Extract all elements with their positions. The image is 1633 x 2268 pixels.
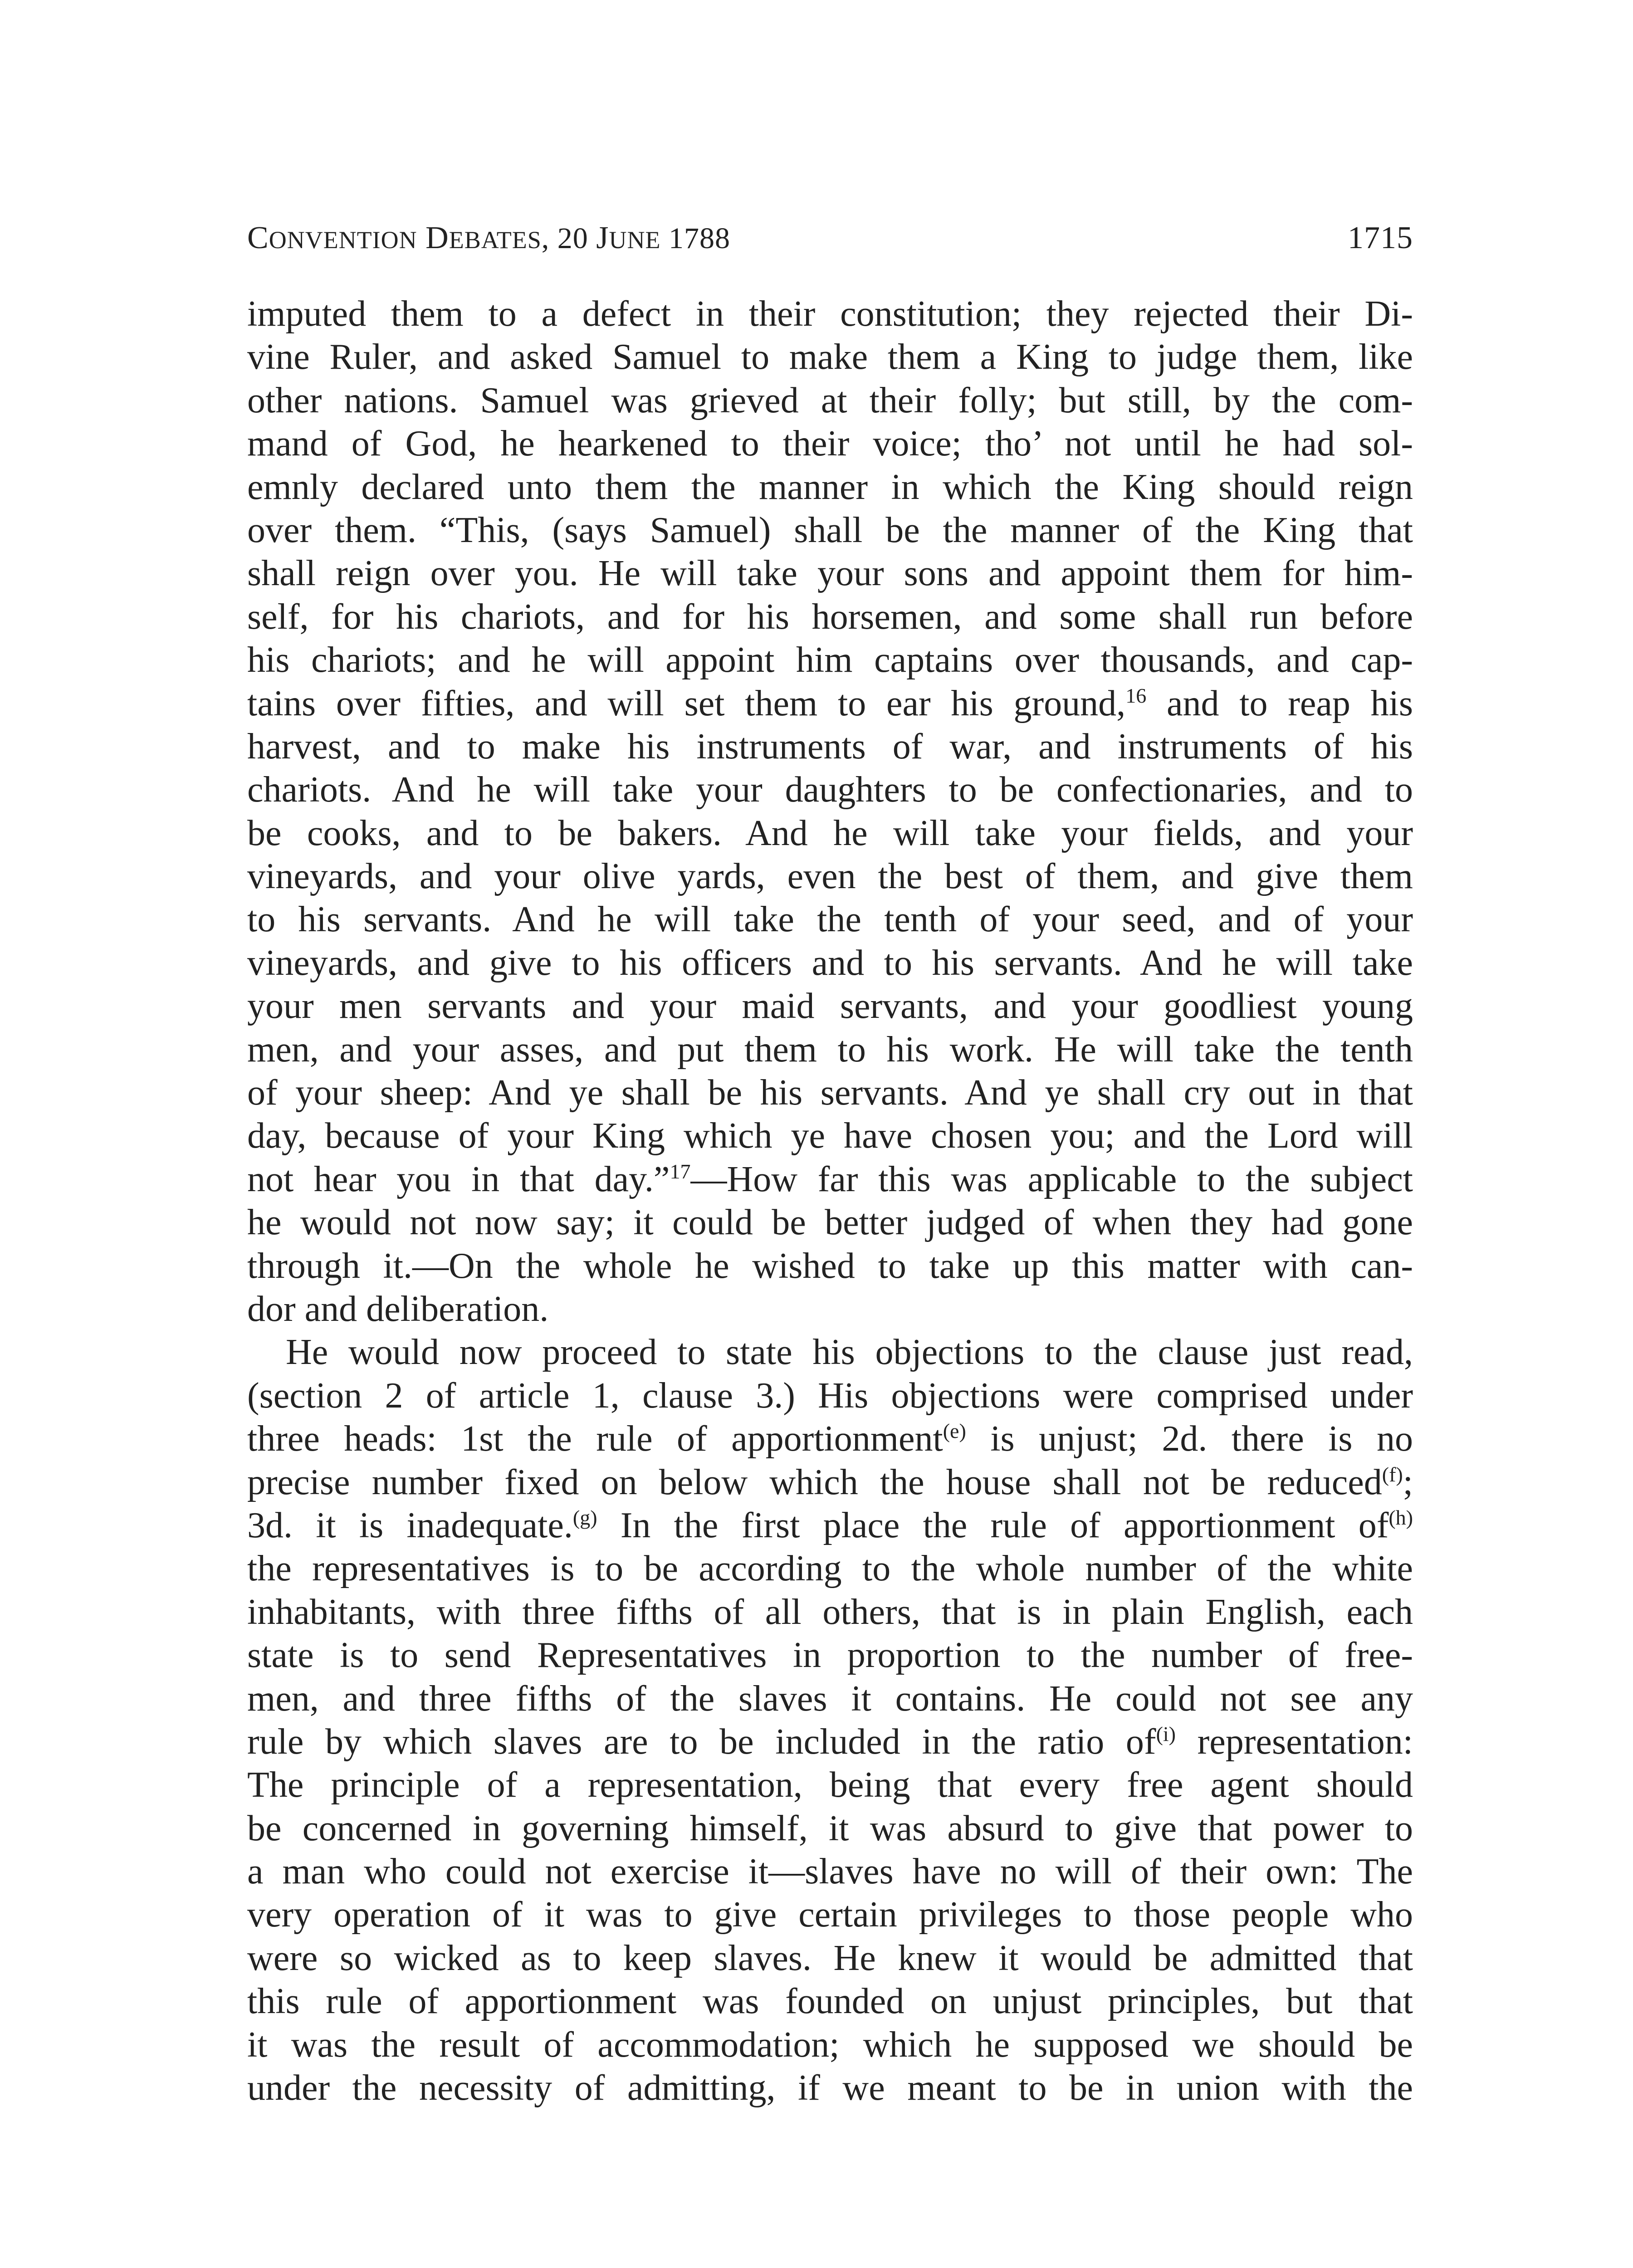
text-line: vineyards, and your olive yards, even the best of them, and give them bbox=[247, 856, 1413, 897]
footnote-ref-16[interactable]: 16 bbox=[1125, 684, 1147, 707]
text-line: men, and three fifths of the slaves it contains. He could not see any bbox=[247, 1678, 1413, 1719]
page-number: 1715 bbox=[1348, 220, 1413, 255]
text-line: this rule of apportionment was founded on unjust principles, but that bbox=[247, 1981, 1413, 2022]
text-line: to his servants. And he will take the tenth of your seed, and of your bbox=[247, 899, 1413, 940]
running-head bbox=[247, 218, 1413, 259]
text-line: chariots. And he will take your daughters to be confectionaries, and to bbox=[247, 770, 1413, 810]
text-line: imputed them to a defect in their constitution; they rejected their Di- bbox=[247, 294, 1413, 334]
text-line: of your sheep: And ye shall be his servants. And ye shall cry out in that bbox=[247, 1073, 1413, 1113]
text-line: (section 2 of article 1, clause 3.) His objections were comprised under bbox=[247, 1375, 1413, 1416]
note-ref-i[interactable]: (i) bbox=[1156, 1722, 1176, 1745]
text-line: rule by which slaves are to be included in the ratio $of^{(i)}$ representation: bbox=[247, 1721, 1413, 1762]
text-line: state is to send Representatives in proportion to the number of free- bbox=[247, 1635, 1413, 1676]
text-line: He would now proceed to state his objections to the clause just read, bbox=[286, 1332, 1413, 1373]
text-line: three heads: 1st the rule of apportionment$^{(e)}$ is unjust; 2d. there is no bbox=[247, 1419, 1413, 1459]
text-line: through it.—On the whole he wished to take up this matter with can- bbox=[247, 1246, 1413, 1286]
text-line: harvest, and to make his instruments of war, and instruments of his bbox=[247, 726, 1413, 767]
text-line: very operation of it was to give certain privileges to those people who bbox=[247, 1895, 1413, 1935]
text-line: not hear you in that day.”$^{17}$—How far this was applicable to the subject bbox=[247, 1159, 1413, 1199]
text-line: were so wicked as to keep slaves. He knew it would be admitted that bbox=[247, 1938, 1413, 1978]
text-line: a man who could not exercise it—slaves have no will of their own: The bbox=[247, 1852, 1413, 1892]
text-line: shall reign over you. He will take your sons and appoint them for him- bbox=[247, 553, 1413, 594]
text-line: other nations. Samuel was grieved at their folly; but still, by the com- bbox=[247, 380, 1413, 420]
text-line: 3d. it is inadequate.$^{(g)}$ In the first place the rule of apportionment $of^{(h)}$ bbox=[247, 1505, 1413, 1545]
text-line: he would not now say; it could be better judged of when they had gone bbox=[247, 1202, 1413, 1243]
note-ref-h[interactable]: (h) bbox=[1389, 1505, 1413, 1529]
text-line: inhabitants, with three fifths of all others, that is in plain English, each bbox=[247, 1592, 1413, 1632]
text-line: vineyards, and give to his officers and to his servants. And he will take bbox=[247, 943, 1413, 983]
text-line: precise number fixed on below which the house shall not be reduced$^{(f)}$; bbox=[247, 1462, 1413, 1502]
body-text bbox=[247, 293, 1413, 2110]
text-line: day, because of your King which ye have chosen you; and the Lord will bbox=[247, 1116, 1413, 1156]
text-line: men, and your asses, and put them to his work. He will take the tenth bbox=[247, 1029, 1413, 1070]
footnote-ref-17[interactable]: 17 bbox=[670, 1159, 691, 1183]
text-line: tains over fifties, and will set them to ear his ground,$^{16}$ and to reap his bbox=[247, 683, 1413, 723]
note-ref-e[interactable]: (e) bbox=[943, 1419, 966, 1443]
text-line: vine Ruler, and asked Samuel to make them a King to judge them, like bbox=[247, 337, 1413, 377]
text-line: emnly declared unto them the manner in which the King should reign bbox=[247, 467, 1413, 507]
note-ref-f[interactable]: (f) bbox=[1382, 1462, 1403, 1486]
text-line: be cooks, and to be bakers. And he will take your fields, and your bbox=[247, 813, 1413, 853]
text-line: under the necessity of admitting, if we meant to be in union with the bbox=[247, 2068, 1413, 2108]
document-page bbox=[247, 218, 1413, 2110]
text-line: your men servants and your maid servants, and your goodliest young bbox=[247, 986, 1413, 1026]
text-line: over them. “This, (says Samuel) shall be the manner of the King that bbox=[247, 510, 1413, 550]
text-line: the representatives is to be according to the whole number of the white bbox=[247, 1549, 1413, 1589]
text-line: be concerned in governing himself, it was absurd to give that power to bbox=[247, 1808, 1413, 1848]
text-line: The principle of a representation, being that every free agent should bbox=[247, 1765, 1413, 1805]
text-line: self, for his chariots, and for his horsemen, and some shall run before bbox=[247, 596, 1413, 637]
running-head-title: CONVENTION DEBATES, 20 JUNE 1788 bbox=[247, 220, 730, 255]
text-line: his chariots; and he will appoint him captains over thousands, and cap- bbox=[247, 640, 1413, 680]
note-ref-g[interactable]: (g) bbox=[572, 1505, 597, 1529]
text-line: mand of God, he hearkened to their voice; tho’ not until he had sol- bbox=[247, 424, 1413, 464]
text-line: it was the result of accommodation; which he supposed we should be bbox=[247, 2024, 1413, 2065]
text-line: dor and deliberation. bbox=[247, 1289, 549, 1329]
